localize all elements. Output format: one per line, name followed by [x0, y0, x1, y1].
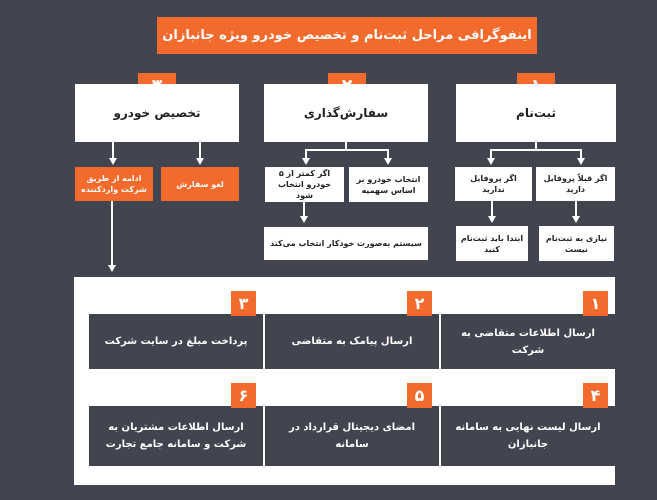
- arrowhead: [572, 216, 580, 223]
- stage-2-option-under-five: اگر کمتر از ۵ خودرو انتخاب شود: [265, 167, 344, 202]
- step-card-1: ارسال اطلاعات متقاضی به شرکت: [441, 314, 615, 369]
- arrowhead: [109, 158, 117, 165]
- step-card-4: ارسال لیست نهایی به سامانه جانبازان: [441, 406, 615, 466]
- stage-1-box: ثبت‌نام: [456, 84, 616, 142]
- step-card-5: امضای دیجیتال قرارداد در سامانه: [265, 406, 439, 466]
- connector: [111, 201, 113, 267]
- arrowhead: [196, 158, 204, 165]
- stage-1-result-no-registration: نیازی به ثبت‌نام نیست: [539, 226, 614, 261]
- arrowhead: [488, 216, 496, 223]
- step-card-3: پرداخت مبلغ در سایت شرکت: [89, 314, 263, 369]
- step-number-3: ۳: [231, 291, 256, 316]
- arrowhead: [487, 158, 495, 165]
- connector: [491, 201, 493, 217]
- page-title: اینفوگرافی مراحل ثبت‌نام و تخصیص خودرو ویژه جانبازان: [157, 17, 537, 54]
- stage-3-option-cancel-order: لغو سفارش: [161, 167, 239, 201]
- step-number-2: ۲: [407, 291, 432, 316]
- arrowhead: [302, 158, 310, 165]
- step-number-4: ۴: [583, 383, 608, 408]
- step-number-6: ۶: [231, 383, 256, 408]
- arrowhead: [384, 158, 392, 165]
- arrowhead: [108, 265, 116, 272]
- stage-3-option-continue-importer: ادامه از طریق شرکت وارد‌کننده: [75, 167, 153, 201]
- stage-2-option-by-quota: انتخاب خودرو بر اساس سهمیه: [349, 167, 428, 202]
- stage-1-option-no-profile: اگر پروفایل ندارید: [455, 167, 532, 201]
- stage-2-box: سفارش‌گذاری: [264, 84, 428, 142]
- connector: [575, 201, 577, 217]
- step-card-6: ارسال اطلاعات مشتریان به شرکت و سامانه جامع تجارت: [89, 406, 263, 466]
- step-number-5: ۵: [407, 383, 432, 408]
- stage-3-box: تخصیص خودرو: [75, 84, 239, 142]
- stage-2-result-auto-select: سیستم به‌صورت خودکار انتخاب می‌کند: [264, 227, 428, 260]
- connector: [303, 202, 305, 217]
- step-number-1: ۱: [583, 291, 608, 316]
- connector: [490, 149, 582, 151]
- arrowhead: [300, 216, 308, 223]
- connector: [305, 149, 389, 151]
- stage-1-option-has-profile: اگر قبلاً پروفایل دارید: [536, 167, 615, 201]
- stage-1-result-register-first: ابتدا باید ثبت‌نام کنید: [456, 226, 528, 261]
- arrowhead: [577, 158, 585, 165]
- step-card-2: ارسال پیامک به متقاضی: [265, 314, 439, 369]
